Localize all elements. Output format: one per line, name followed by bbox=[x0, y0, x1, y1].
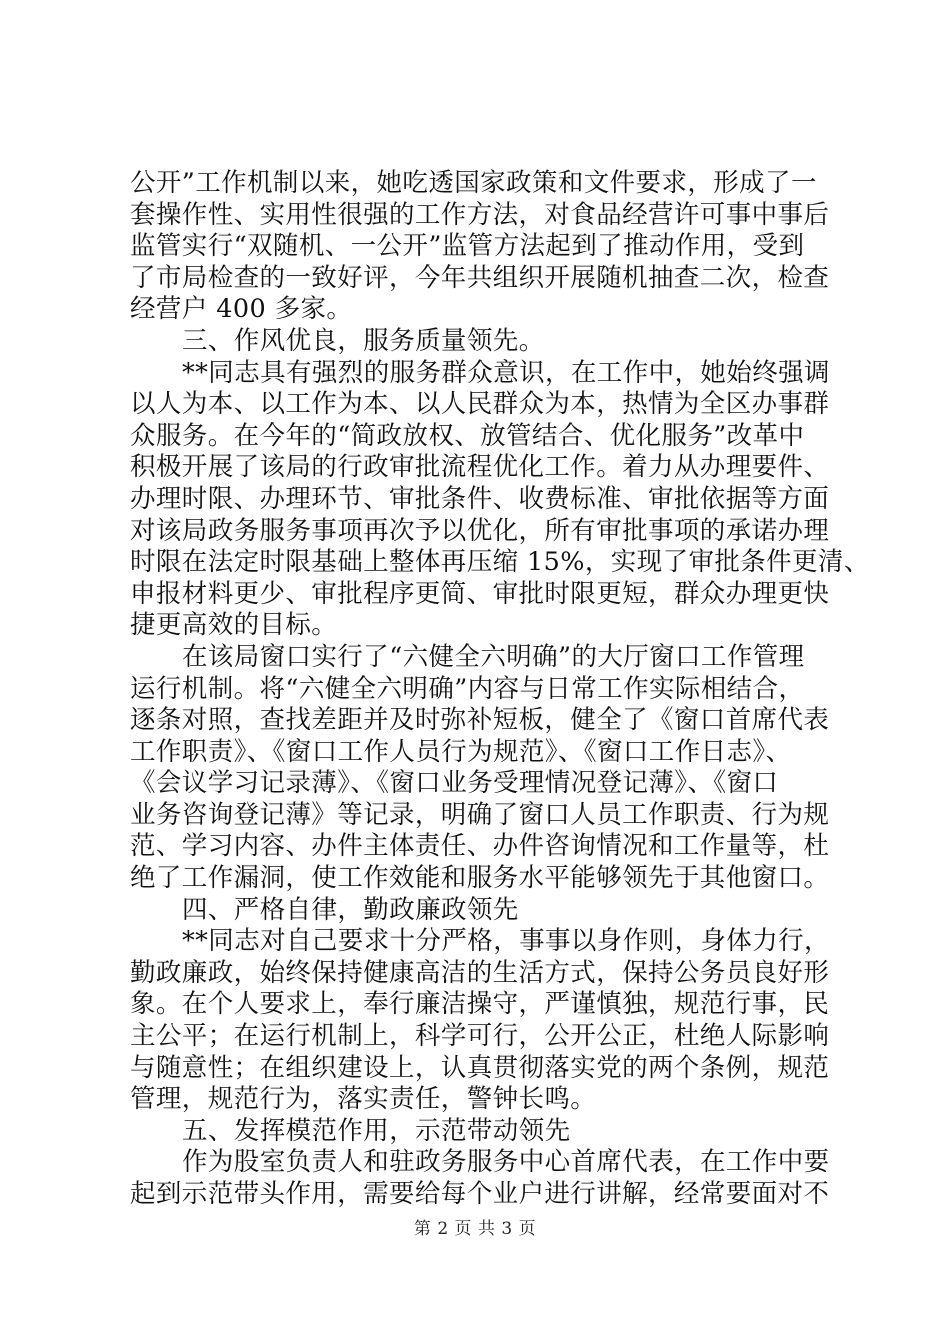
text-line: 绝了工作漏洞，使工作效能和服务水平能够领先于其他窗口。 bbox=[130, 863, 830, 894]
text-line: 对该局政务服务事项再次予以优化，所有审批事项的承诺办理 bbox=[130, 515, 830, 546]
text-line: 众服务。在今年的“简政放权、放管结合、优化服务”改革中 bbox=[130, 420, 805, 451]
text-line: 起到示范带头作用，需要给每个业户进行讲解，经常要面对不 bbox=[130, 1179, 830, 1209]
text-line: 与随意性；在组织建设上，认真贯彻落实党的两个条例，规范 bbox=[130, 1052, 830, 1083]
text-line: 运行机制。将“六健全六明确”内容与日常工作实际相结合， bbox=[130, 673, 805, 704]
document-body bbox=[130, 168, 870, 1211]
text-line: 管理，规范行为，落实责任，警钟长鸣。 bbox=[130, 1084, 597, 1115]
text-line: 公开”工作机制以来，她吃透国家政策和文件要求，形成了一 bbox=[130, 168, 817, 198]
text-line: 主公平；在运行机制上，科学可行，公开公正，杜绝人际影响 bbox=[130, 1021, 830, 1052]
text-line: 五、发挥模范作用，示范带动领先 bbox=[182, 1115, 571, 1146]
text-line: 时限在法定时限基础上整体再压缩 15%，实现了审批条件更清、 bbox=[130, 547, 870, 578]
text-line: 捷更高效的目标。 bbox=[130, 610, 338, 641]
text-line: 以人为本、以工作为本、以人民群众为本，热情为全区办事群 bbox=[130, 389, 830, 420]
text-line: 范、学习内容、办件主体责任、办件咨询情况和工作量等，杜 bbox=[130, 831, 830, 862]
text-line: 三、作风优良，服务质量领先。 bbox=[182, 325, 545, 356]
text-line: 作为股室负责人和驻政务服务中心首席代表，在工作中要 bbox=[182, 1147, 830, 1178]
text-line: **同志具有强烈的服务群众意识，在工作中，她始终强调 bbox=[182, 357, 830, 388]
text-line: 申报材料更少、审批程序更简、审批时限更短，群众办理更快 bbox=[130, 578, 830, 609]
text-line: 办理时限、办理环节、审批条件、收费标准、审批依据等方面 bbox=[130, 483, 830, 514]
text-line: **同志对自己要求十分严格，事事以身作则，身体力行， bbox=[182, 926, 830, 957]
text-line: 在该局窗口实行了“六健全六明确”的大厅窗口工作管理 bbox=[182, 641, 805, 672]
text-line: 监管实行“双随机、一公开”监管方法起到了推动作用，受到 bbox=[130, 231, 805, 262]
text-line: 业务咨询登记薄》等记录，明确了窗口人员工作职责、行为规 bbox=[130, 799, 830, 830]
text-line: 《会议学习记录薄》、《窗口业务受理情况登记薄》、《窗口 bbox=[130, 768, 779, 799]
text-line: 积极开展了该局的行政审批流程优化工作。着力从办理要件、 bbox=[130, 452, 830, 483]
text-line: 勤政廉政，始终保持健康高洁的生活方式，保持公务员良好形 bbox=[130, 957, 830, 988]
page-footer: 第 2 页 共 3 页 bbox=[413, 1219, 537, 1239]
text-line: 象。在个人要求上，奉行廉洁操守，严谨慎独，规范行事，民 bbox=[130, 989, 830, 1020]
text-line: 工作职责》、《窗口工作人员行为规范》、《窗口工作日志》、 bbox=[130, 736, 792, 767]
text-line: 四、严格自律，勤政廉政领先 bbox=[182, 894, 519, 925]
text-line: 了市局检查的一致好评，今年共组织开展随机抽查二次，检查 bbox=[130, 262, 830, 293]
text-line: 套操作性、实用性很强的工作方法，对食品经营许可事中事后 bbox=[130, 199, 830, 230]
text-line: 逐条对照，查找差距并及时弥补短板，健全了《窗口首席代表 bbox=[130, 705, 830, 736]
text-line: 经营户 400 多家。 bbox=[130, 294, 353, 325]
